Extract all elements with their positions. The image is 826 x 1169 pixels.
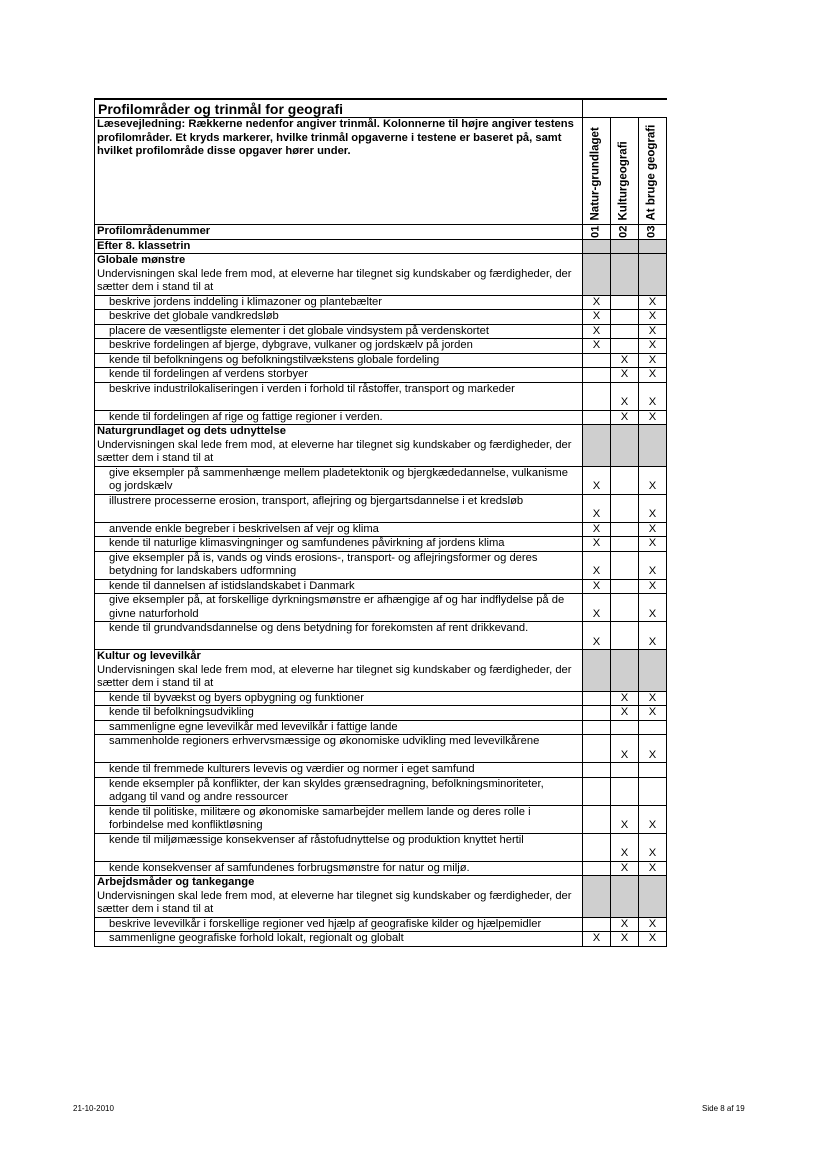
mark-cell: X: [639, 805, 667, 833]
table-row: [95, 368, 667, 383]
goal-text: sammenligne egne levevilkår med levevilkår i fattige lande: [95, 720, 583, 735]
mark-cell: [583, 382, 611, 410]
grade-label: Efter 8. klassetrin: [95, 239, 583, 254]
goal-text: beskrive levevilkår i forskellige regioner ved hjælp af geografiske kilder og hjælpemidler: [95, 917, 583, 932]
mark-cell: [583, 691, 611, 706]
mark-cell: X: [611, 353, 639, 368]
mark-cell: [583, 833, 611, 861]
mark-cell: X: [639, 932, 667, 947]
table-row: [95, 777, 667, 805]
shaded-cell: [611, 254, 639, 296]
mark-cell: X: [611, 382, 639, 410]
table-row: [95, 579, 667, 594]
shaded-cell: [611, 425, 639, 467]
goal-text: placere de væsentligste elementer i det globale vindsystem på verdenskortet: [95, 324, 583, 339]
mark-cell: [583, 410, 611, 425]
mark-cell: X: [611, 861, 639, 876]
shaded-cell: [611, 876, 639, 918]
footer-page-number: Side 8 af 19: [702, 1104, 745, 1113]
table-row: [95, 494, 667, 522]
mark-cell: [583, 706, 611, 721]
reading-guide: Læsevejledning: Rækkerne nedenfor angiver trinmål. Kolonnerne til højre angiver testens profilområder. Et kryds markerer, hvilke trinmål opgaverne i testene er baseret på, samt hvilket profilområde disse opgaver hører under.: [95, 118, 583, 225]
goal-text: give eksempler på sammenhænge mellem pladetektonik og bjergkædedannelse, vulkanisme og jordskælv: [95, 466, 583, 494]
mark-cell: X: [583, 537, 611, 552]
table-row: [95, 324, 667, 339]
mark-cell: X: [639, 494, 667, 522]
table-row: [95, 706, 667, 721]
table-row: [95, 382, 667, 410]
section-description: Undervisningen skal lede frem mod, at eleverne har tilegnet sig kundskaber og færdigheder, der sætter dem i stand til at: [97, 438, 572, 464]
goal-text: kende til fordelingen af rige og fattige regioner i verden.: [95, 410, 583, 425]
table-row: [95, 339, 667, 354]
column-header-brug: At bruge geografi: [639, 118, 667, 225]
mark-cell: [611, 579, 639, 594]
goal-text: anvende enkle begreber i beskrivelsen af vejr og klima: [95, 522, 583, 537]
table-row: [95, 310, 667, 325]
mark-cell: X: [611, 368, 639, 383]
document-title: Profilområder og trinmål for geografi: [95, 99, 583, 118]
mark-cell: X: [639, 368, 667, 383]
mark-cell: X: [639, 353, 667, 368]
mark-cell: [583, 735, 611, 763]
goal-text: kende til byvækst og byers opbygning og funktioner: [95, 691, 583, 706]
goal-text: kende til fremmede kulturers levevis og værdier og normer i eget samfund: [95, 763, 583, 778]
table-row: [95, 551, 667, 579]
mark-cell: [611, 522, 639, 537]
goal-text: beskrive jordens inddeling i klimazoner og plantebælter: [95, 295, 583, 310]
table-row: [95, 410, 667, 425]
table-row: [95, 622, 667, 650]
goal-text: kende konsekvenser af samfundenes forbrugsmønstre for natur og miljø.: [95, 861, 583, 876]
shaded-cell: [583, 650, 611, 692]
mark-cell: X: [611, 706, 639, 721]
mark-cell: X: [639, 622, 667, 650]
mark-cell: [611, 295, 639, 310]
shaded-cell: [639, 876, 667, 918]
mark-cell: X: [611, 917, 639, 932]
goal-text: kende til naturlige klimasvingninger og samfundenes påvirkning af jordens klima: [95, 537, 583, 552]
shaded-cell: [639, 254, 667, 296]
shaded-cell: [611, 650, 639, 692]
mark-cell: X: [639, 324, 667, 339]
mark-cell: [611, 551, 639, 579]
mark-cell: X: [583, 494, 611, 522]
mark-cell: X: [639, 295, 667, 310]
goal-text: kende til fordelingen af verdens storbyer: [95, 368, 583, 383]
mark-cell: X: [639, 466, 667, 494]
shaded-cell: [583, 876, 611, 918]
mark-cell: X: [639, 691, 667, 706]
mark-cell: [583, 353, 611, 368]
section-description: Undervisningen skal lede frem mod, at eleverne har tilegnet sig kundskaber og færdigheder, der sætter dem i stand til at: [97, 663, 572, 689]
mark-cell: [611, 720, 639, 735]
goal-text: give eksempler på is, vands og vinds erosions-, transport- og aflejringsformer og deres betydning for landskabers udformning: [95, 551, 583, 579]
goal-text: kende til politiske, militære og økonomiske samarbejder mellem lande og deres rolle i forbindelse med konfliktløsning: [95, 805, 583, 833]
mark-cell: X: [639, 339, 667, 354]
table-row: [95, 691, 667, 706]
mark-cell: X: [639, 579, 667, 594]
table-row: [95, 833, 667, 861]
table-row: [95, 917, 667, 932]
mark-cell: [611, 494, 639, 522]
goal-text: give eksempler på, at forskellige dyrkningsmønstre er afhængige af og har indflydelse på de givne naturforhold: [95, 594, 583, 622]
mark-cell: [583, 805, 611, 833]
mark-cell: X: [583, 594, 611, 622]
goal-text: kende til miljømæssige konsekvenser af råstofudnyttelse og produktion knyttet hertil: [95, 833, 583, 861]
mark-cell: X: [611, 410, 639, 425]
mark-cell: X: [639, 706, 667, 721]
section-header: [95, 876, 583, 918]
mark-cell: X: [639, 410, 667, 425]
mark-cell: [583, 917, 611, 932]
mark-cell: X: [611, 691, 639, 706]
profile-number-label: Profilområdenummer: [95, 225, 583, 240]
profile-number-03: 03: [639, 225, 667, 240]
mark-cell: X: [611, 805, 639, 833]
shaded-cell: [639, 425, 667, 467]
mark-cell: [611, 763, 639, 778]
table-row: [95, 353, 667, 368]
goal-text: kende eksempler på konflikter, der kan skyldes grænsedragning, befolkningsminoriteter, adgang til vand og andre ressourcer: [95, 777, 583, 805]
mark-cell: [611, 777, 639, 805]
table-row: [95, 720, 667, 735]
mark-cell: X: [639, 917, 667, 932]
mark-cell: [583, 368, 611, 383]
mark-cell: X: [583, 522, 611, 537]
mark-cell: X: [583, 295, 611, 310]
section-header: [95, 650, 583, 692]
mark-cell: X: [639, 735, 667, 763]
goal-text: kende til befolkningens og befolkningstilvækstens globale fordeling: [95, 353, 583, 368]
mark-cell: [611, 310, 639, 325]
table-row: [95, 735, 667, 763]
mark-cell: X: [583, 310, 611, 325]
mark-cell: X: [639, 861, 667, 876]
profile-number-01: 01: [583, 225, 611, 240]
mark-cell: [583, 777, 611, 805]
table-row: [95, 466, 667, 494]
table-row: [95, 522, 667, 537]
goal-text: kende til befolkningsudvikling: [95, 706, 583, 721]
mark-cell: [583, 720, 611, 735]
section-header: [95, 425, 583, 467]
mark-cell: [583, 861, 611, 876]
mark-cell: [611, 622, 639, 650]
section-title: Arbejdsmåder og tankegange: [97, 876, 255, 888]
mark-cell: X: [639, 833, 667, 861]
table-row: [95, 594, 667, 622]
footer-date: 21-10-2010: [73, 1104, 114, 1113]
table-row: [95, 805, 667, 833]
goal-text: kende til dannelsen af istidslandskabet i Danmark: [95, 579, 583, 594]
mark-cell: X: [611, 833, 639, 861]
goal-text: illustrere processerne erosion, transport, aflejring og bjergartsdannelse i et kredsløb: [95, 494, 583, 522]
goal-text: sammenholde regioners erhvervsmæssige og økonomiske udvikling med levevilkårene: [95, 735, 583, 763]
table-row: [95, 295, 667, 310]
mark-cell: [639, 763, 667, 778]
mark-cell: [583, 763, 611, 778]
goal-text: beskrive fordelingen af bjerge, dybgrave, vulkaner og jordskælv på jorden: [95, 339, 583, 354]
section-title: Kultur og levevilkår: [97, 650, 201, 662]
mark-cell: [611, 466, 639, 494]
mark-cell: [611, 594, 639, 622]
mark-cell: [611, 339, 639, 354]
mark-cell: [639, 777, 667, 805]
section-description: Undervisningen skal lede frem mod, at eleverne har tilegnet sig kundskaber og færdigheder, der sætter dem i stand til at: [97, 889, 572, 915]
mark-cell: X: [639, 537, 667, 552]
mark-cell: X: [611, 735, 639, 763]
mark-cell: X: [583, 579, 611, 594]
mark-cell: X: [639, 594, 667, 622]
mark-cell: X: [583, 324, 611, 339]
mark-cell: [611, 324, 639, 339]
table-row: [95, 537, 667, 552]
goal-text: kende til grundvandsdannelse og dens betydning for forekomsten af rent drikkevand.: [95, 622, 583, 650]
table-row: [95, 932, 667, 947]
section-title: Globale mønstre: [97, 254, 186, 266]
mark-cell: X: [583, 339, 611, 354]
mark-cell: X: [639, 310, 667, 325]
goal-text: sammenligne geografiske forhold lokalt, regionalt og globalt: [95, 932, 583, 947]
mark-cell: X: [583, 466, 611, 494]
mark-cell: X: [583, 551, 611, 579]
section-description: Undervisningen skal lede frem mod, at eleverne har tilegnet sig kundskaber og færdigheder, der sætter dem i stand til at: [97, 267, 572, 293]
mark-cell: [639, 720, 667, 735]
mark-cell: X: [639, 522, 667, 537]
shaded-cell: [583, 254, 611, 296]
profile-table: [94, 98, 667, 947]
column-header-natur: Natur-grundlaget: [583, 118, 611, 225]
mark-cell: X: [583, 622, 611, 650]
section-header: [95, 254, 583, 296]
shaded-cell: [583, 425, 611, 467]
section-title: Naturgrundlaget og dets udnyttelse: [97, 425, 286, 437]
mark-cell: X: [639, 551, 667, 579]
profile-number-02: 02: [611, 225, 639, 240]
mark-cell: X: [639, 382, 667, 410]
goal-text: beskrive det globale vandkredsløb: [95, 310, 583, 325]
column-header-kultur: Kulturgeografi: [611, 118, 639, 225]
mark-cell: X: [611, 932, 639, 947]
shaded-cell: [639, 650, 667, 692]
goal-text: beskrive industrilokaliseringen i verden i forhold til råstoffer, transport og markeder: [95, 382, 583, 410]
table-row: [95, 763, 667, 778]
mark-cell: [611, 537, 639, 552]
mark-cell: X: [583, 932, 611, 947]
table-row: [95, 861, 667, 876]
